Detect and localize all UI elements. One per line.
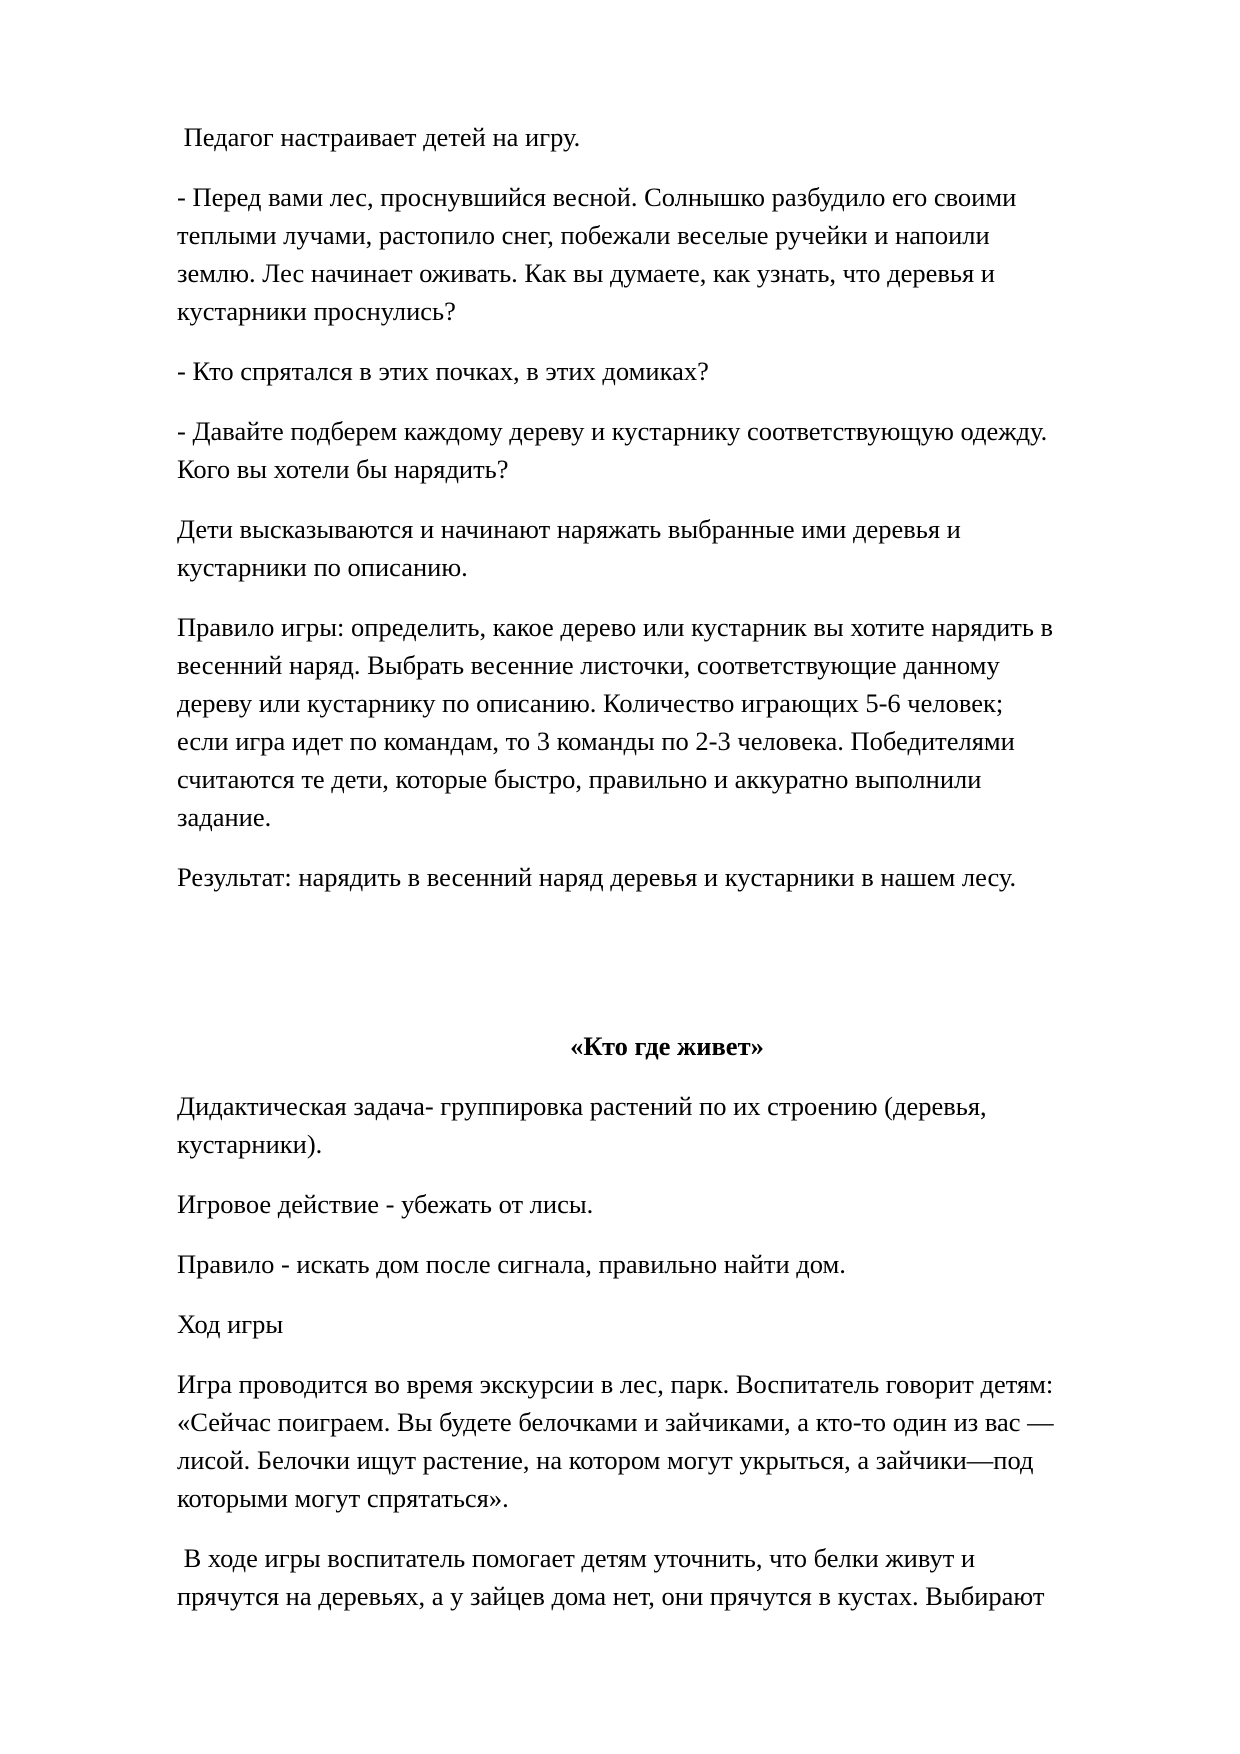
game-action-paragraph: Игровое действие - убежать от лисы.	[177, 1189, 594, 1219]
didactic-task-paragraph: Дидактическая задача- группировка растений по их строению (деревья, кустарники).	[177, 1091, 987, 1159]
intro-paragraph: Педагог настраивает детей на игру.	[177, 122, 581, 152]
children-paragraph: Дети высказываются и начинают наряжать выбранные ими деревья и кустарники по описанию.	[177, 514, 961, 582]
document-body	[177, 118, 1157, 1637]
buds-question: - Кто спрятался в этих почках, в этих домиках?	[177, 356, 709, 386]
rule-paragraph: Правило - искать дом после сигнала, правильно найти дом.	[177, 1249, 846, 1279]
game-course-heading: Ход игры	[177, 1309, 284, 1339]
section-title: «Кто где живет»	[570, 1031, 764, 1061]
game-rule-paragraph: Правило игры: определить, какое дерево или кустарник вы хотите нарядить в весенний наряд. Выбрать весенние листочки, соответствующие данному дереву или кустарнику по описанию. Количество играющих 5-6 человек; если игра идет по командам, то 3 команды по 2-3 человека. Победителями считаются те дети, которые быстро, правильно и аккуратно выполнили задание.	[177, 612, 1054, 832]
game-description-paragraph: Игра проводится во время экскурсии в лес, парк. Воспитатель говорит детям: «Сейчас поиграем. Вы будете белочками и зайчиками, а кто-то один из вас — лисой. Белочки ищут растение, на котором могут укрыться, а зайчики—под которыми могут спрятаться».	[177, 1369, 1054, 1513]
section-spacer	[177, 918, 1157, 1027]
teacher-help-paragraph: В ходе игры воспитатель помогает детям уточнить, что белки живут и прячутся на деревьях, а у зайцев дома нет, они прячутся в кустах. Выбирают	[177, 1543, 1045, 1611]
dress-paragraph: - Давайте подберем каждому дереву и кустарнику соответствующую одежду. Кого вы хотели бы нарядить?	[177, 416, 1048, 484]
forest-paragraph: - Перед вами лес, проснувшийся весной. Солнышко разбудило его своими теплыми лучами, растопило снег, побежали веселые ручейки и напоили землю. Лес начинает оживать. Как вы думаете, как узнать, что деревья и кустарники проснулись?	[177, 182, 1017, 326]
result-paragraph: Результат: нарядить в весенний наряд деревья и кустарники в нашем лесу.	[177, 862, 1017, 892]
